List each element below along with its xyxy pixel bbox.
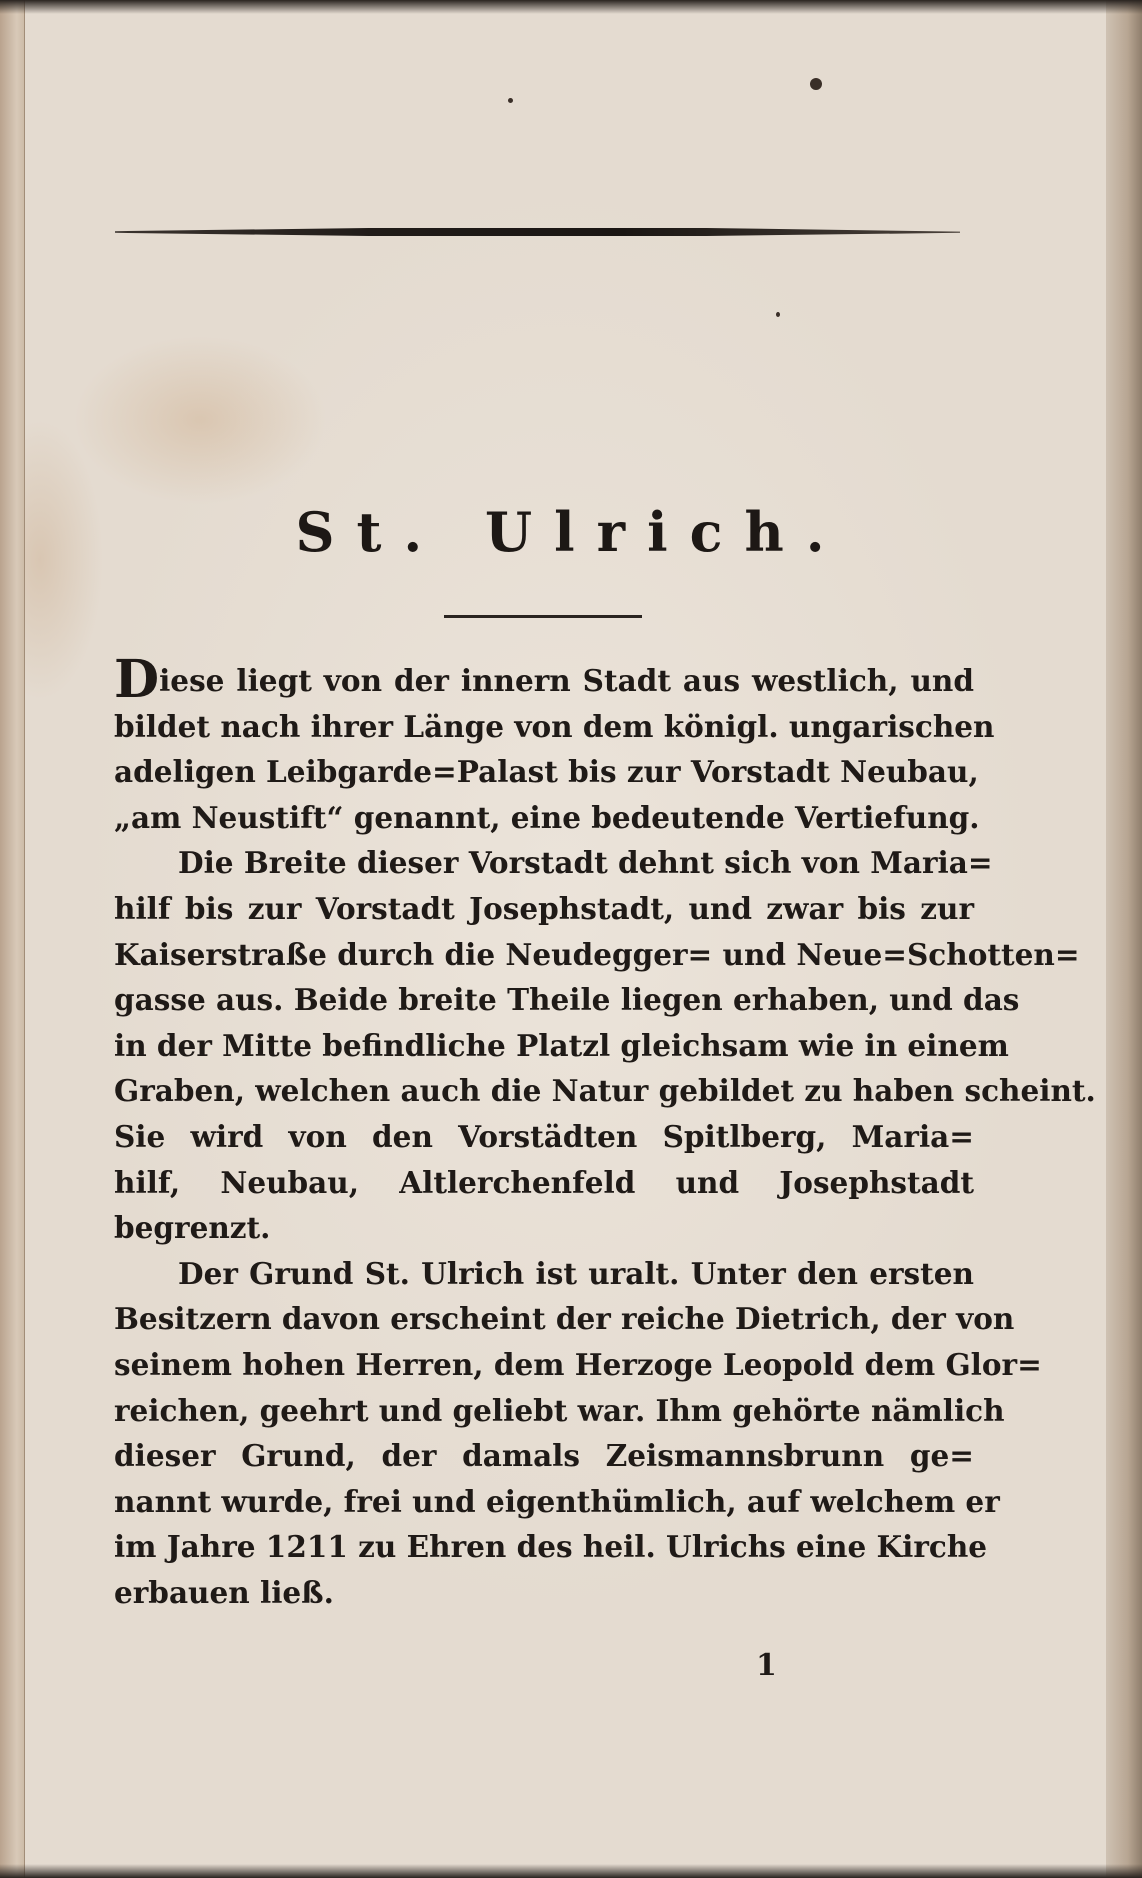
text-line: „am Neustift“ genannt, eine bedeutende Vertiefung. — [114, 799, 980, 835]
page-title: St. Ulrich. — [295, 500, 847, 564]
text-line: Kaiserstraße durch die Neudegger= und Neue=Schotten= — [114, 936, 1080, 972]
top-shadow — [0, 0, 1142, 14]
text-line: Diese liegt von der innern Stadt aus westlich, und — [114, 649, 974, 710]
text-line: Die Breite dieser Vorstadt dehnt sich von Maria= — [178, 845, 993, 881]
text-line: Besitzern davon erscheint der reiche Dietrich, der von — [114, 1301, 1015, 1337]
drop-cap: D — [114, 649, 160, 710]
page-number: 1 — [756, 1648, 777, 1683]
text-line: hilf bis zur Vorstadt Josephstadt, und zwar bis zur — [114, 890, 974, 926]
text-line: seinem hohen Herren, dem Herzoge Leopold dem Glor= — [114, 1346, 1042, 1382]
title-rule — [444, 615, 642, 618]
text-line: Sie wird von den Vorstädten Spitlberg, Maria= — [114, 1118, 974, 1154]
text-line: bildet nach ihrer Länge von dem königl. ungarischen — [114, 708, 995, 744]
bottom-shadow — [0, 1864, 1142, 1878]
header-rule — [115, 228, 960, 236]
text-line: begrenzt. — [114, 1210, 271, 1246]
text-line: adeligen Leibgarde=Palast bis zur Vorstadt Neubau, — [114, 754, 979, 790]
page-gutter-edge — [0, 0, 25, 1878]
ink-speck — [508, 98, 513, 103]
ink-speck — [776, 312, 780, 317]
text-line: hilf, Neubau, Altlerchenfeld und Josephstadt — [114, 1164, 974, 1200]
body-text — [114, 649, 1096, 1615]
text-line: Der Grund St. Ulrich ist uralt. Unter den ersten — [178, 1255, 974, 1291]
text-line: erbauen ließ. — [114, 1574, 334, 1610]
ink-speck — [810, 78, 822, 90]
text-line: Graben, welchen auch die Natur gebildet zu haben scheint. — [114, 1073, 1096, 1109]
text-line: im Jahre 1211 zu Ehren des heil. Ulrichs eine Kirche — [114, 1529, 988, 1565]
text-line: dieser Grund, der damals Zeismannsbrunn ge= — [114, 1438, 974, 1474]
text-line: in der Mitte befindliche Platzl gleichsam wie in einem — [114, 1027, 1009, 1063]
text-line: reichen, geehrt und geliebt war. Ihm gehörte nämlich — [114, 1392, 1005, 1428]
text-line: nannt wurde, frei und eigenthümlich, auf welchem er — [114, 1483, 1000, 1519]
page-fore-edge — [1106, 0, 1142, 1878]
text-line: gasse aus. Beide breite Theile liegen erhaben, und das — [114, 982, 1020, 1018]
